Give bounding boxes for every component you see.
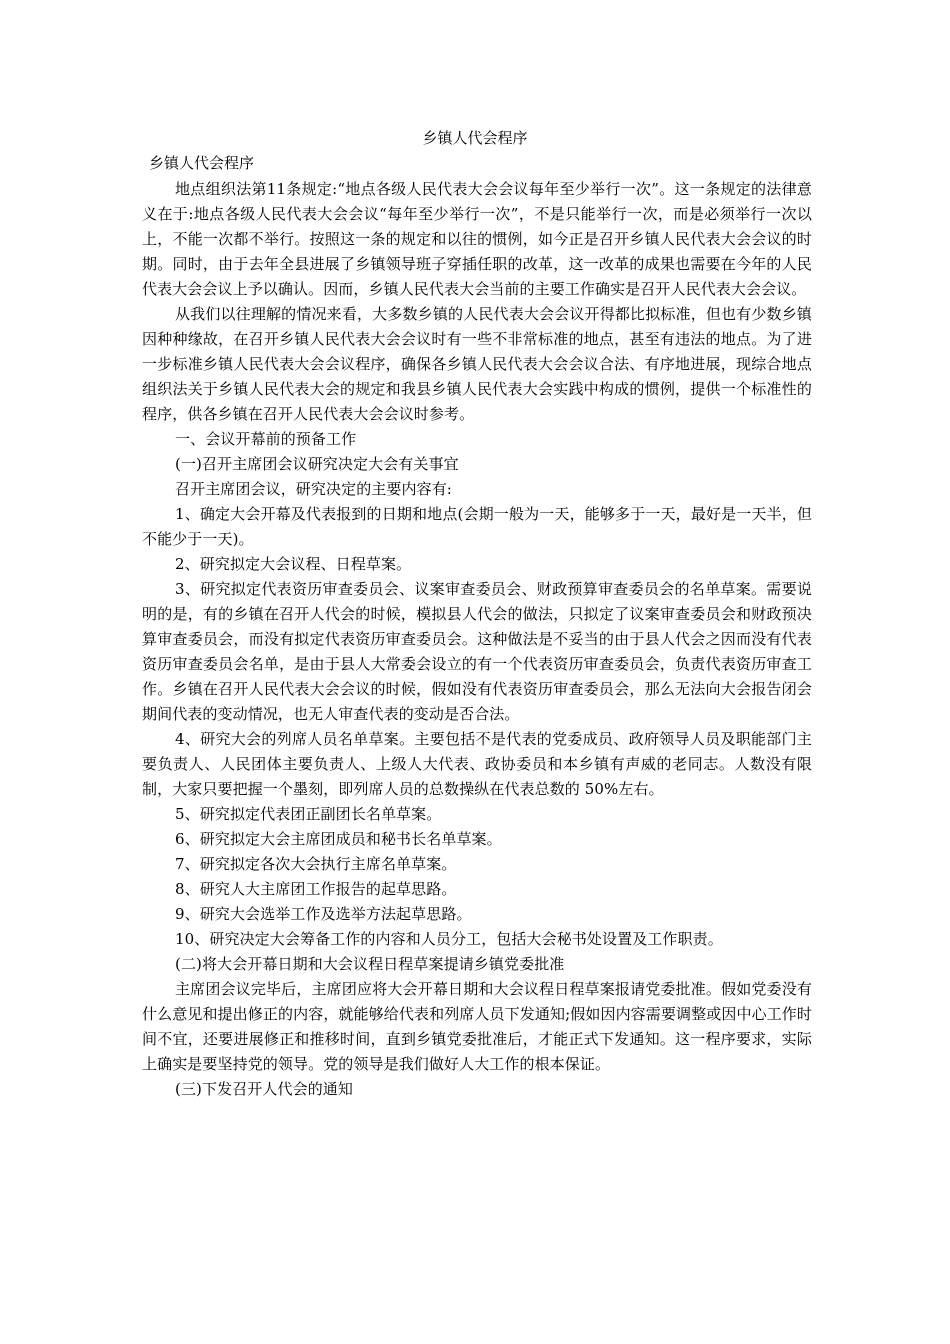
list-item: 7、研究拟定各次大会执行主席名单草案。: [175, 855, 457, 873]
subsection-heading: (二)将大会开幕日期和大会议程日程草案提请乡镇党委批准: [175, 955, 565, 973]
paragraph: 地点组织法第11条规定:“地点各级人民代表大会会议每年至少举行一次”。这一条规定的法律意义在于:地点各级人民代表大会会议“每年至少举行一次”，不是只能举行一次，而是必须举行一次以上，不能一次都不举行。按照这一条的规定和以往的惯例，如今正是召开乡镇人民代表大会会议的时期。同时，由于去年全县进展了乡镇领导班子穿插任职的改革，这一改革的成果也需要在今年的人民代表大会会议上予以确认。因而，乡镇人民代表大会当前的主要工作确实是召开人民代表大会会议。: [142, 180, 812, 298]
list-item: 1、确定大会开幕及代表报到的日期和地点(会期一般为一天，能够多于一天，最好是一天半，但不能少于一天)。: [142, 505, 812, 548]
list-item: 6、研究拟定大会主席团成员和秘书长名单草案。: [175, 830, 502, 848]
paragraph: 主席团会议完毕后，主席团应将大会开幕日期和大会议程日程草案报请党委批准。假如党委没有什么意见和提出修正的内容，就能够给代表和列席人员下发通知;假如因内容需要调整或因中心工作时间不宜，还要进展修正和推移时间，直到乡镇党委批准后，才能正式下发通知。这一程序要求，实际上确实是要坚持党的领导。党的领导是我们做好人大工作的根本保证。: [142, 980, 812, 1073]
subsection-heading: (一)召开主席团会议研究决定大会有关事宜: [175, 455, 459, 473]
paragraph: 从我们以往理解的情况来看，大多数乡镇的人民代表大会会议开得都比拟标准，但也有少数乡镇因种种缘故，在召开乡镇人民代表大会会议时有一些不非常标准的地点，甚至有违法的地点。为了进一步标准乡镇人民代表大会会议程序，确保各乡镇人民代表大会会议合法、有序地进展，现综合地点组织法关于乡镇人民代表大会的规定和我县乡镇人民代表大会实践中构成的惯例，提供一个标准性的程序，供各乡镇在召开人民代表大会会议时参考。: [142, 305, 812, 423]
document-title: 乡镇人代会程序: [422, 129, 528, 147]
subsection-heading: (三)下发召开人代会的通知: [175, 1080, 354, 1098]
list-item: 4、研究大会的列席人员名单草案。主要包括不是代表的党委成员、政府领导人员及职能部门主要负责人、人民团体主要负责人、上级人大代表、政协委员和本乡镇有声威的老同志。人数没有限制，大家只要把握一个墨刻，即列席人员的总数操纵在代表总数的 50%左右。: [142, 730, 812, 798]
document-subtitle: 乡镇人代会程序: [149, 154, 255, 172]
list-item: 3、研究拟定代表资历审查委员会、议案审查委员会、财政预算审查委员会的名单草案。需要说明的是，有的乡镇在召开人代会的时候，模拟县人代会的做法，只拟定了议案审查委员会和财政预决算审查委员会，而没有拟定代表资历审查委员会。这种做法是不妥当的由于县人代会之因而没有代表资历审查委员会名单，是由于县人大常委会设立的有一个代表资历审查委员会，负责代表资历审查工作。乡镇在召开人民代表大会会议的时候，假如没有代表资历审查委员会，那么无法向大会报告闭会期间代表的变动情况，也无人审查代表的变动是否合法。: [142, 580, 812, 723]
section-heading: 一、会议开幕前的预备工作: [175, 430, 357, 448]
paragraph: 召开主席团会议，研究决定的主要内容有:: [175, 480, 452, 498]
list-item: 2、研究拟定大会议程、日程草案。: [175, 555, 412, 573]
list-item: 5、研究拟定代表团正副团长名单草案。: [175, 805, 442, 823]
list-item: 8、研究人大主席团工作报告的起草思路。: [175, 880, 457, 898]
document-body: [142, 177, 812, 1102]
list-item: 9、研究大会选举工作及选举方法起草思路。: [175, 905, 472, 923]
list-item: 10、研究决定大会筹备工作的内容和人员分工，包括大会秘书处设置及工作职责。: [175, 930, 723, 948]
